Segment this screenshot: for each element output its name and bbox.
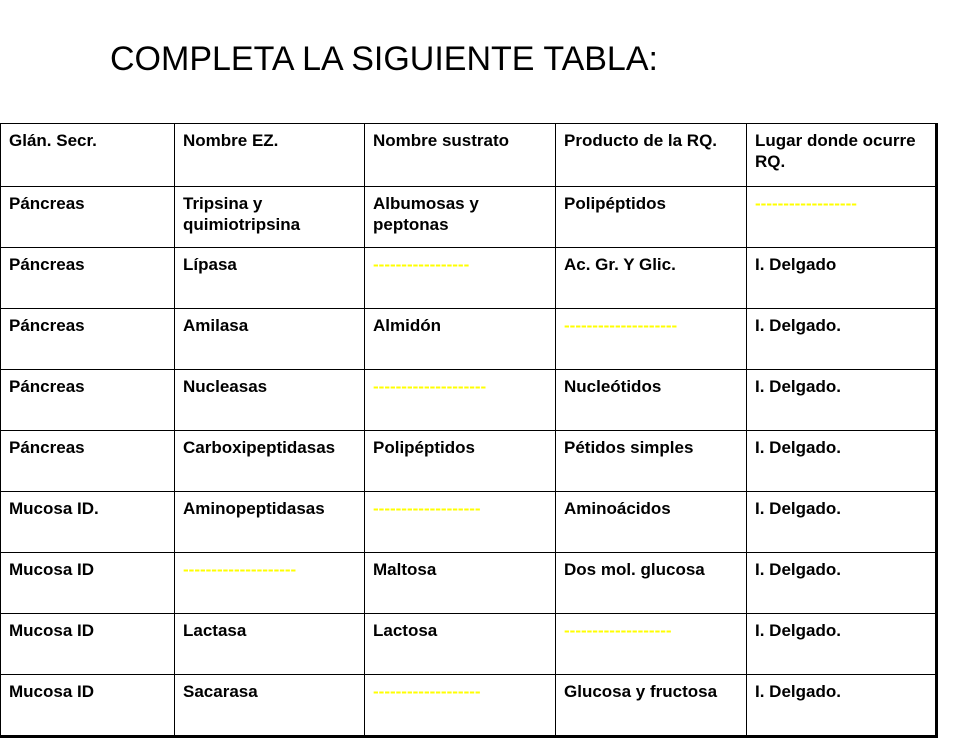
cell-gland: Mucosa ID [1,614,175,675]
cell-enzyme: Tripsina y quimiotripsina [175,187,365,248]
cell-product: Nucleótidos [556,370,747,431]
table-row [1,187,937,248]
cell-gland: Mucosa ID [1,553,175,614]
cell-location: I. Delgado. [747,553,937,614]
table-row [1,675,937,737]
cell-product-blank: -------------------- [556,309,747,370]
cell-enzyme: Carboxipeptidasas [175,431,365,492]
table-row [1,309,937,370]
cell-enzyme: Aminopeptidasas [175,492,365,553]
cell-product-blank: ------------------- [556,614,747,675]
cell-location: I. Delgado. [747,492,937,553]
cell-gland: Páncreas [1,370,175,431]
table-row [1,614,937,675]
cell-gland: Mucosa ID. [1,492,175,553]
header-reaction-product: Producto de la RQ. [556,124,747,187]
header-enzyme-name: Nombre EZ. [175,124,365,187]
header-gland: Glán. Secr. [1,124,175,187]
table-row [1,553,937,614]
cell-enzyme: Nucleasas [175,370,365,431]
cell-location: I. Delgado. [747,675,937,737]
cell-gland: Mucosa ID [1,675,175,737]
cell-substrate-blank: ------------------- [365,675,556,737]
cell-enzyme: Sacarasa [175,675,365,737]
header-substrate-name: Nombre sustrato [365,124,556,187]
cell-product: Polipéptidos [556,187,747,248]
cell-product: Pétidos simples [556,431,747,492]
cell-enzyme: Amilasa [175,309,365,370]
cell-substrate-blank: ----------------- [365,248,556,309]
cell-gland: Páncreas [1,309,175,370]
cell-location-blank: ------------------ [747,187,937,248]
cell-gland: Páncreas [1,431,175,492]
cell-location: I. Delgado. [747,309,937,370]
cell-location: I. Delgado. [747,370,937,431]
cell-product: Aminoácidos [556,492,747,553]
header-reaction-location: Lugar donde ocurre RQ. [747,124,937,187]
table-row [1,248,937,309]
cell-location: I. Delgado. [747,431,937,492]
cell-substrate: Albumosas y peptonas [365,187,556,248]
cell-gland: Páncreas [1,248,175,309]
cell-substrate: Lactosa [365,614,556,675]
cell-product: Dos mol. glucosa [556,553,747,614]
cell-product: Glucosa y fructosa [556,675,747,737]
cell-enzyme-blank: -------------------- [175,553,365,614]
cell-substrate: Polipéptidos [365,431,556,492]
table-header-row [1,124,937,187]
cell-substrate: Maltosa [365,553,556,614]
cell-substrate-blank: ------------------- [365,492,556,553]
cell-enzyme: Lípasa [175,248,365,309]
cell-gland: Páncreas [1,187,175,248]
table-row [1,370,937,431]
table-row [1,431,937,492]
cell-location: I. Delgado [747,248,937,309]
cell-product: Ac. Gr. Y Glic. [556,248,747,309]
cell-substrate-blank: -------------------- [365,370,556,431]
digestive-enzymes-table [0,123,938,738]
cell-enzyme: Lactasa [175,614,365,675]
page-title: COMPLETA LA SIGUIENTE TABLA: [110,40,658,78]
cell-substrate: Almidón [365,309,556,370]
cell-location: I. Delgado. [747,614,937,675]
table-row [1,492,937,553]
